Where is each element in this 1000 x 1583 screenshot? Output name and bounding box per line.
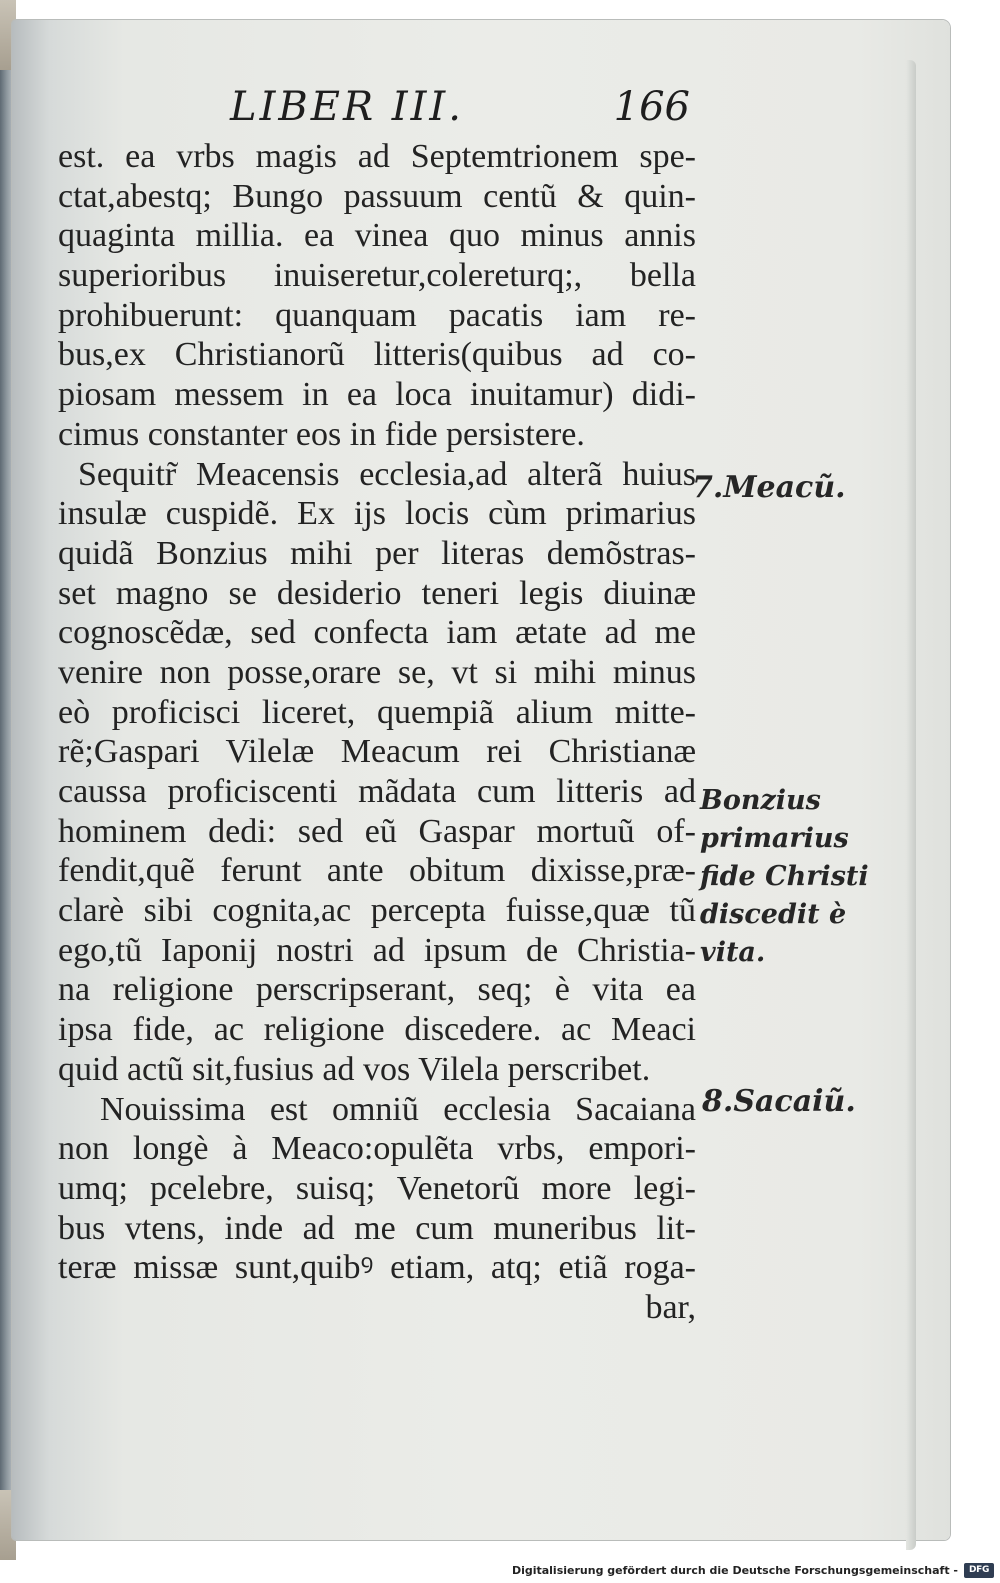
text-line: insulæ cuspidẽ. Ex ijs locis cùm primarius bbox=[58, 495, 696, 533]
margin-note-line: vita. bbox=[700, 937, 766, 968]
body-text bbox=[58, 137, 696, 1328]
margin-note-bonzius bbox=[700, 782, 869, 972]
text-line: cognoscẽdæ, sed confecta iam ætate ad me bbox=[58, 614, 696, 652]
margin-note-line: primarius bbox=[700, 823, 849, 854]
text-line: prohibuerunt: quanquam pacatis iam re- bbox=[58, 296, 696, 334]
text-line: na religione perscripserant, seq; è vita ea bbox=[58, 971, 696, 1009]
text-line: hominem dedi: sed eũ Gaspar mortuũ of- bbox=[58, 812, 696, 850]
margin-note-sacaiu: 8.Sacaiũ. bbox=[702, 1084, 856, 1119]
text-line: ipsa fide, ac religione discedere. ac Meaci bbox=[58, 1011, 696, 1049]
footer-bar bbox=[0, 1560, 1000, 1583]
text-line: ego,tũ Iaponij nostri ad ipsum de Christia- bbox=[58, 931, 696, 969]
text-line: teræ missæ sunt,quibꝰ etiam, atq; etiã roga- bbox=[58, 1249, 696, 1287]
dfg-logo-icon: DFG bbox=[964, 1563, 994, 1578]
funding-credit: Digitalisierung gefördert durch die Deutsche Forschungsgemeinschaft - bbox=[511, 1564, 958, 1577]
text-line: quid actũ sit,fusius ad vos Vilela perscribet. bbox=[58, 1050, 651, 1088]
text-line: umq; pcelebre, suisq; Venetorũ more legi- bbox=[58, 1169, 696, 1207]
text-line: est. ea vrbs magis ad Septemtrionem spe- bbox=[58, 138, 696, 175]
text-line: eò proficisci liceret, quempiã alium mitte- bbox=[58, 693, 696, 731]
text-line: quaginta millia. ea vinea quo minus annis bbox=[58, 217, 696, 255]
text-line: bus,ex Christianorũ litteris(quibus ad co- bbox=[58, 336, 696, 374]
margin-note-meacu: 7.Meacũ. bbox=[692, 470, 846, 505]
margin-note-line: fide Christi bbox=[700, 861, 869, 892]
text-line: rẽ;Gaspari Vilelæ Meacum rei Christianæ bbox=[58, 733, 696, 771]
text-line: cimus constanter eos in fide persistere. bbox=[58, 415, 585, 453]
margin-note-line: Bonzius bbox=[700, 785, 821, 816]
text-line: ctat,abestq; Bungo passuum centũ & quin- bbox=[58, 177, 696, 215]
text-line: bus vtens, inde ad me cum muneribus lit- bbox=[58, 1209, 696, 1247]
text-line: quidã Bonzius mihi per literas demõstras- bbox=[58, 534, 696, 572]
margin-note-line: discedit è bbox=[700, 899, 847, 930]
text-line: caussa proficiscenti mãdata cum litteris ad bbox=[58, 773, 696, 810]
text-line: superioribus inuiseretur,colereturq;, bella bbox=[58, 257, 696, 295]
text-line: fendit,quẽ ferunt ante obitum dixisse,præ- bbox=[58, 852, 696, 890]
text-line: piosam messem in ea loca inuitamur) didi- bbox=[58, 376, 696, 414]
text-line: venire non posse,orare se, vt si mihi minus bbox=[58, 653, 696, 691]
text-line: clarè sibi cognita,ac percepta fuisse,quæ tũ bbox=[58, 892, 696, 930]
running-head: LIBER III. bbox=[230, 84, 464, 130]
text-line: Sequitr̃ Meacensis ecclesia,ad alterã huius bbox=[78, 455, 696, 493]
text-line: Nouissima est omniũ ecclesia Sacaiana bbox=[100, 1090, 696, 1128]
page-edge bbox=[906, 60, 916, 1550]
catchword: bar, bbox=[645, 1288, 696, 1326]
page-number: 166 bbox=[613, 84, 690, 130]
text-line: non longè à Meaco:opulẽta vrbs, empori- bbox=[58, 1130, 696, 1168]
text-line: set magno se desiderio teneri legis diuinæ bbox=[58, 574, 696, 612]
page-header bbox=[220, 80, 690, 130]
